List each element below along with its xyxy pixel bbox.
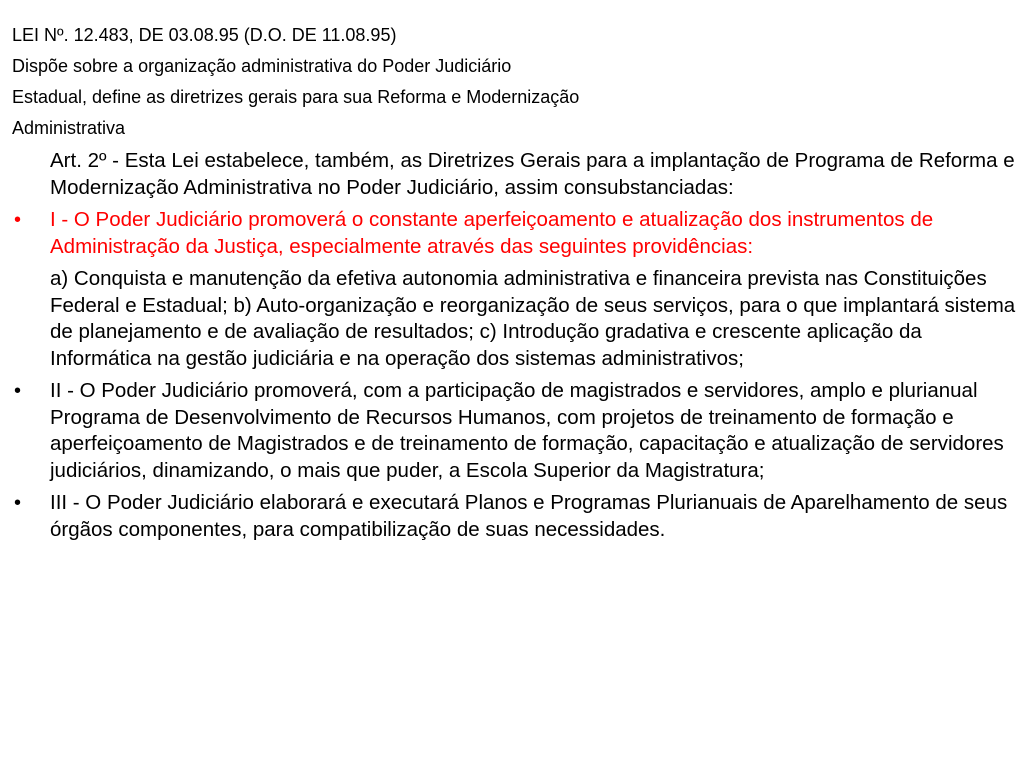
bullet-icon: • (14, 380, 22, 402)
slide-header (12, 20, 1012, 144)
law-summary-line-2: Estadual, define as diretrizes gerais para sua Reforma e Modernização (12, 87, 580, 107)
bullet-icon: • (14, 492, 22, 514)
slide-body (12, 148, 1018, 549)
item-iii-text: III - O Poder Judiciário elaborará e executará Planos e Programas Plurianuais de Aparelhamento de seus órgãos componentes, para compatibilização de suas necessidades. (50, 491, 1008, 541)
item-i-text: I - O Poder Judiciário promoverá o constante aperfeiçoamento e atualização dos instrumentos de Administração da Justiça, especialmente através das seguintes providências: (50, 208, 934, 258)
article-intro-paragraph (12, 148, 1018, 201)
article-intro-text: Art. 2º - Esta Lei estabelece, também, as Diretrizes Gerais para a implantação de Programa de Reforma e Modernização Administrativa no Poder Judiciário, assim consubstanciadas: (50, 149, 1015, 199)
item-i-subitems-paragraph (12, 266, 1018, 372)
item-i-subitems-text: a) Conquista e manutenção da efetiva autonomia administrativa e financeira prevista nas Constituições Federal e Estadual; b) Auto-organização e reorganização de seus serviços, para o que implantará sistema de planejamento e de avaliação de resultados; c) Introdução gradativa e crescente aplicação da Informática na gestão judiciária e na operação dos sistemas administrativos; (50, 267, 1016, 370)
law-title: LEI Nº. 12.483, DE 03.08.95 (D.O. DE 11.08.95) (12, 25, 397, 45)
item-i-paragraph (12, 207, 1018, 260)
bullet-icon: • (14, 209, 22, 231)
item-iii-paragraph (12, 490, 1018, 543)
law-summary-line-3: Administrativa (12, 118, 126, 138)
law-summary-line-1: Dispõe sobre a organização administrativa do Poder Judiciário (12, 56, 512, 76)
item-ii-text: II - O Poder Judiciário promoverá, com a participação de magistrados e servidores, amplo e plurianual Programa de Desenvolvimento de Recursos Humanos, com projetos de treinamento de formação e aperfeiçoamento de Magistrados e de treinamento de formação, capacitação e atualização de servidores judiciários, dinamizando, o mais que puder, a Escola Superior da Magistratura; (50, 379, 1004, 482)
item-ii-paragraph (12, 378, 1018, 484)
